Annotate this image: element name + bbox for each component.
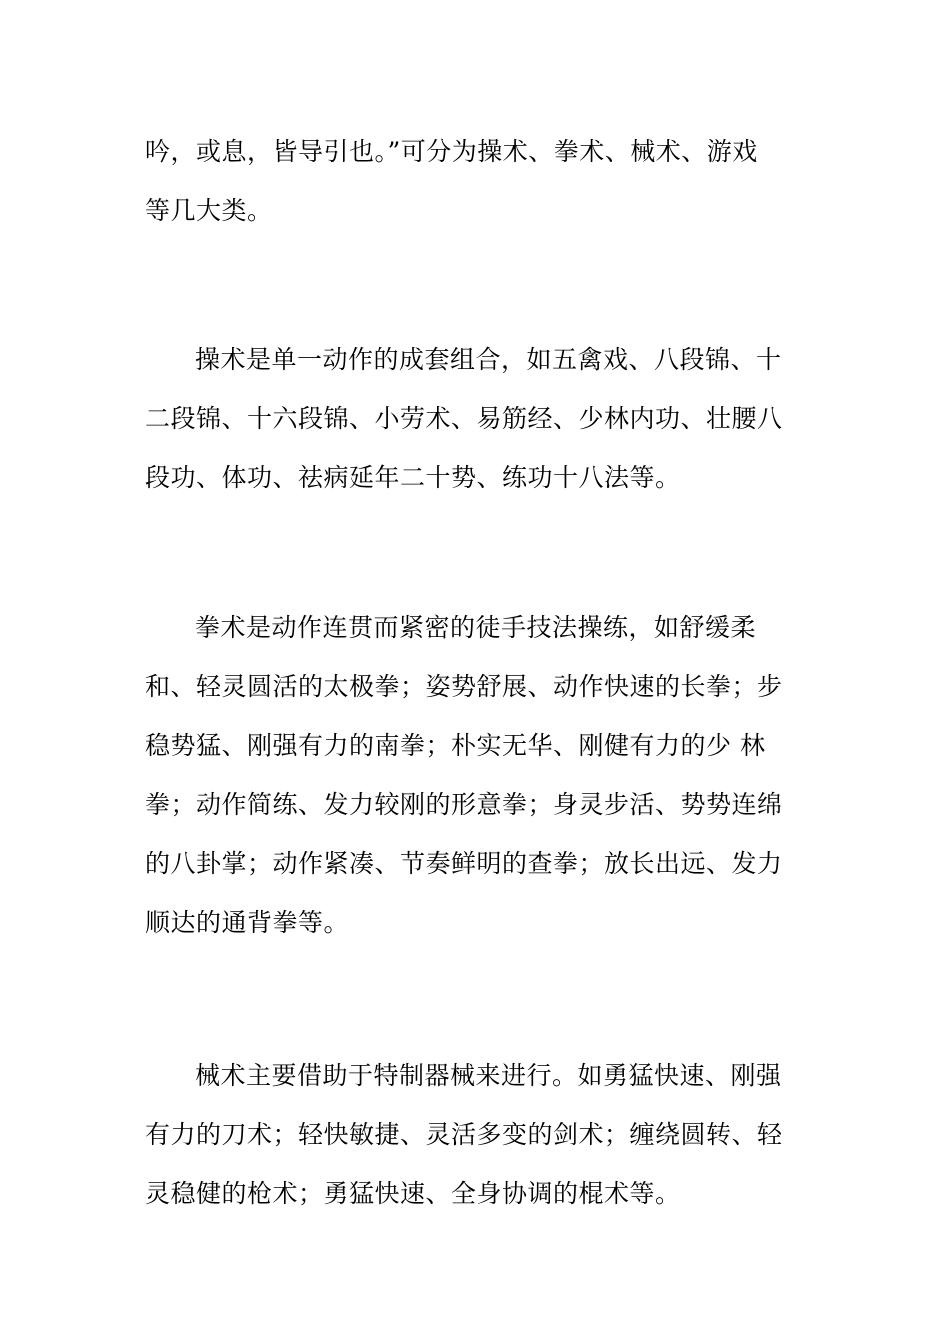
text-line: 有力的刀术；轻快敏捷、灵活多变的剑术；缠绕圆转、轻 [145, 1120, 783, 1149]
text-line: 的八卦掌；动作紧凑、节奏鲜明的查拳；放长出远、发力 [145, 849, 783, 878]
text-line: 拳；动作简练、发力较刚的形意拳；身灵步活、势势连绵 [145, 790, 783, 819]
text-line: 顺达的通背拳等。 [145, 908, 350, 937]
text-line: 二段锦、十六段锦、小劳术、易筋经、少林内功、壮腰八 [145, 404, 783, 433]
text-line: 操术是单一动作的成套组合，如五禽戏、八段锦、十 [195, 345, 782, 374]
text-line: 等几大类。 [145, 196, 273, 225]
text-line: 灵稳健的枪术；勇猛快速、全身协调的棍术等。 [145, 1179, 681, 1208]
text-line: 段功、体功、祛病延年二十势、练功十八法等。 [145, 463, 681, 492]
text-line: 拳术是动作连贯而紧密的徒手技法操练，如舒缓柔 [195, 613, 757, 642]
text-line: 和、轻灵圆活的太极拳；姿势舒展、动作快速的长拳；步 [145, 672, 783, 701]
text-line: 械术主要借助于特制器械来进行。如勇猛快速、刚强 [195, 1061, 782, 1090]
text-line: 吟，或息，皆导引也。”可分为操术、拳术、械术、游戏 [145, 137, 758, 166]
text-line: 稳势猛、刚强有力的南拳；朴实无华、刚健有力的少 林 [145, 731, 766, 760]
